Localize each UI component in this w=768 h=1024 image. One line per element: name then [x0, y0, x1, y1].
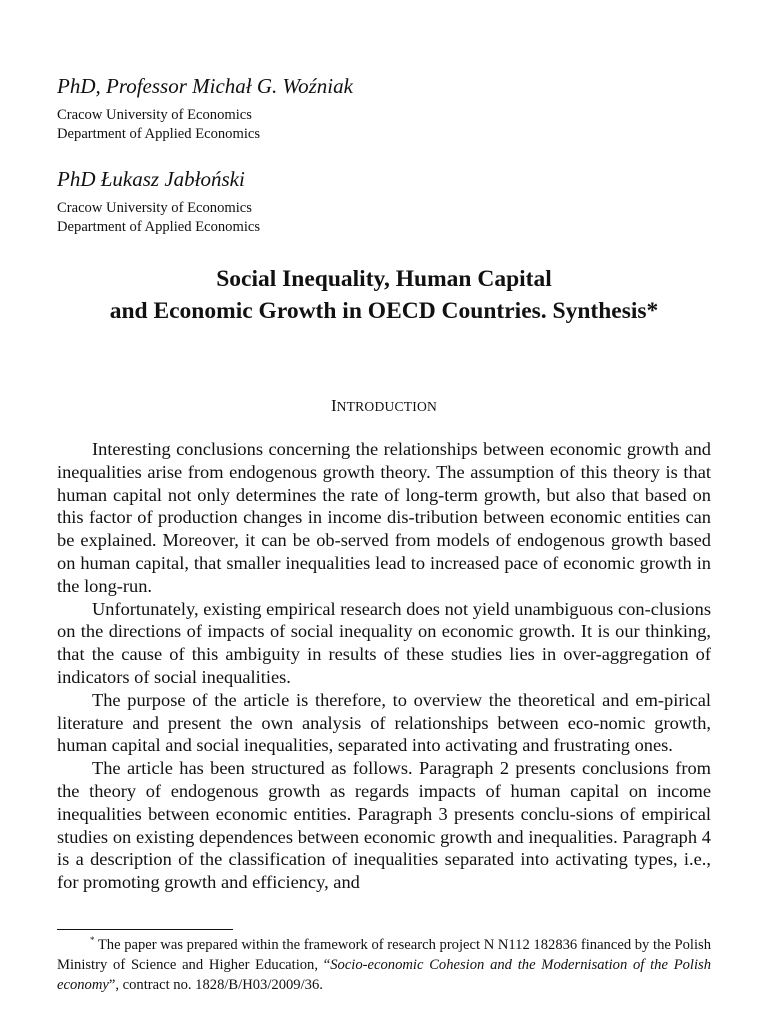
body-text	[57, 438, 711, 894]
footnote	[57, 935, 711, 995]
paragraph-1: Interesting conclusions concerning the relationships between economic growth and inequalities arise from endogenous growth theory. The assumption of this theory is that human capital not only determines the rate of long-term growth, but also that based on this factor of production changes in income dis-tribution between economic entities can be explained. Moreover, it can be ob-served from models of endogenous growth based on human capital, that smaller inequalities lead to increased pace of economic growth in the long-run.	[57, 439, 711, 596]
author-name-1: PhD, Professor Michał G. Woźniak	[57, 74, 353, 98]
author-1-affiliation-university: Cracow University of Economics	[57, 107, 252, 123]
author-name-2: PhD Łukasz Jabłoński	[57, 167, 245, 191]
paper-title-line-2: and Economic Growth in OECD Countries. Synthesis*	[109, 298, 659, 324]
footnote-marker: *	[90, 935, 95, 945]
section-heading-rest: NTRODUCTION	[336, 399, 438, 414]
footnote-project-title: Socio-economic Cohesion and the Modernisation of the Polish economy	[57, 957, 711, 993]
author-2-affiliation-university: Cracow University of Economics	[57, 200, 252, 216]
footnote-text-start: The paper was prepared within the framework of research project N N112 182836 financed by the Polish Ministry of Science and Higher Education, “	[57, 937, 711, 973]
author-2-affiliation-department: Department of Applied Economics	[57, 219, 261, 235]
paper-title-line-1: Social Inequality, Human Capital	[216, 266, 552, 292]
paragraph-2: Unfortunately, existing empirical research does not yield unambiguous con-clusions on the directions of impacts of social inequality on economic growth. It is our thinking, that the cause of this ambiguity in results of these studies lies in over-aggregation of indicators of social inequalities.	[57, 598, 711, 687]
section-heading-introduction	[0, 395, 768, 418]
footnote-separator	[57, 929, 233, 930]
section-heading-initial: I	[330, 396, 337, 415]
footnote-text-end: ”, contract no. 1828/B/H03/2009/36.	[108, 977, 323, 993]
author-1-affiliation-department: Department of Applied Economics	[57, 126, 261, 142]
paragraph-4: The article has been structured as follows. Paragraph 2 presents conclusions from the theory of endogenous growth as regards impacts of human capital on income inequalities between economic entities. Paragraph 3 presents conclu-sions of empirical studies on existing dependences between economic growth and inequalities. Paragraph 4 is a description of the classification of inequalities separated into activating types, i.e., for promoting growth and efficiency, and	[57, 758, 711, 893]
paragraph-3: The purpose of the article is therefore, to overview the theoretical and em-pirical literature and present the own analysis of relationships between eco-nomic growth, human capital and social inequalities, separated into activating and frustrating ones.	[57, 689, 711, 756]
